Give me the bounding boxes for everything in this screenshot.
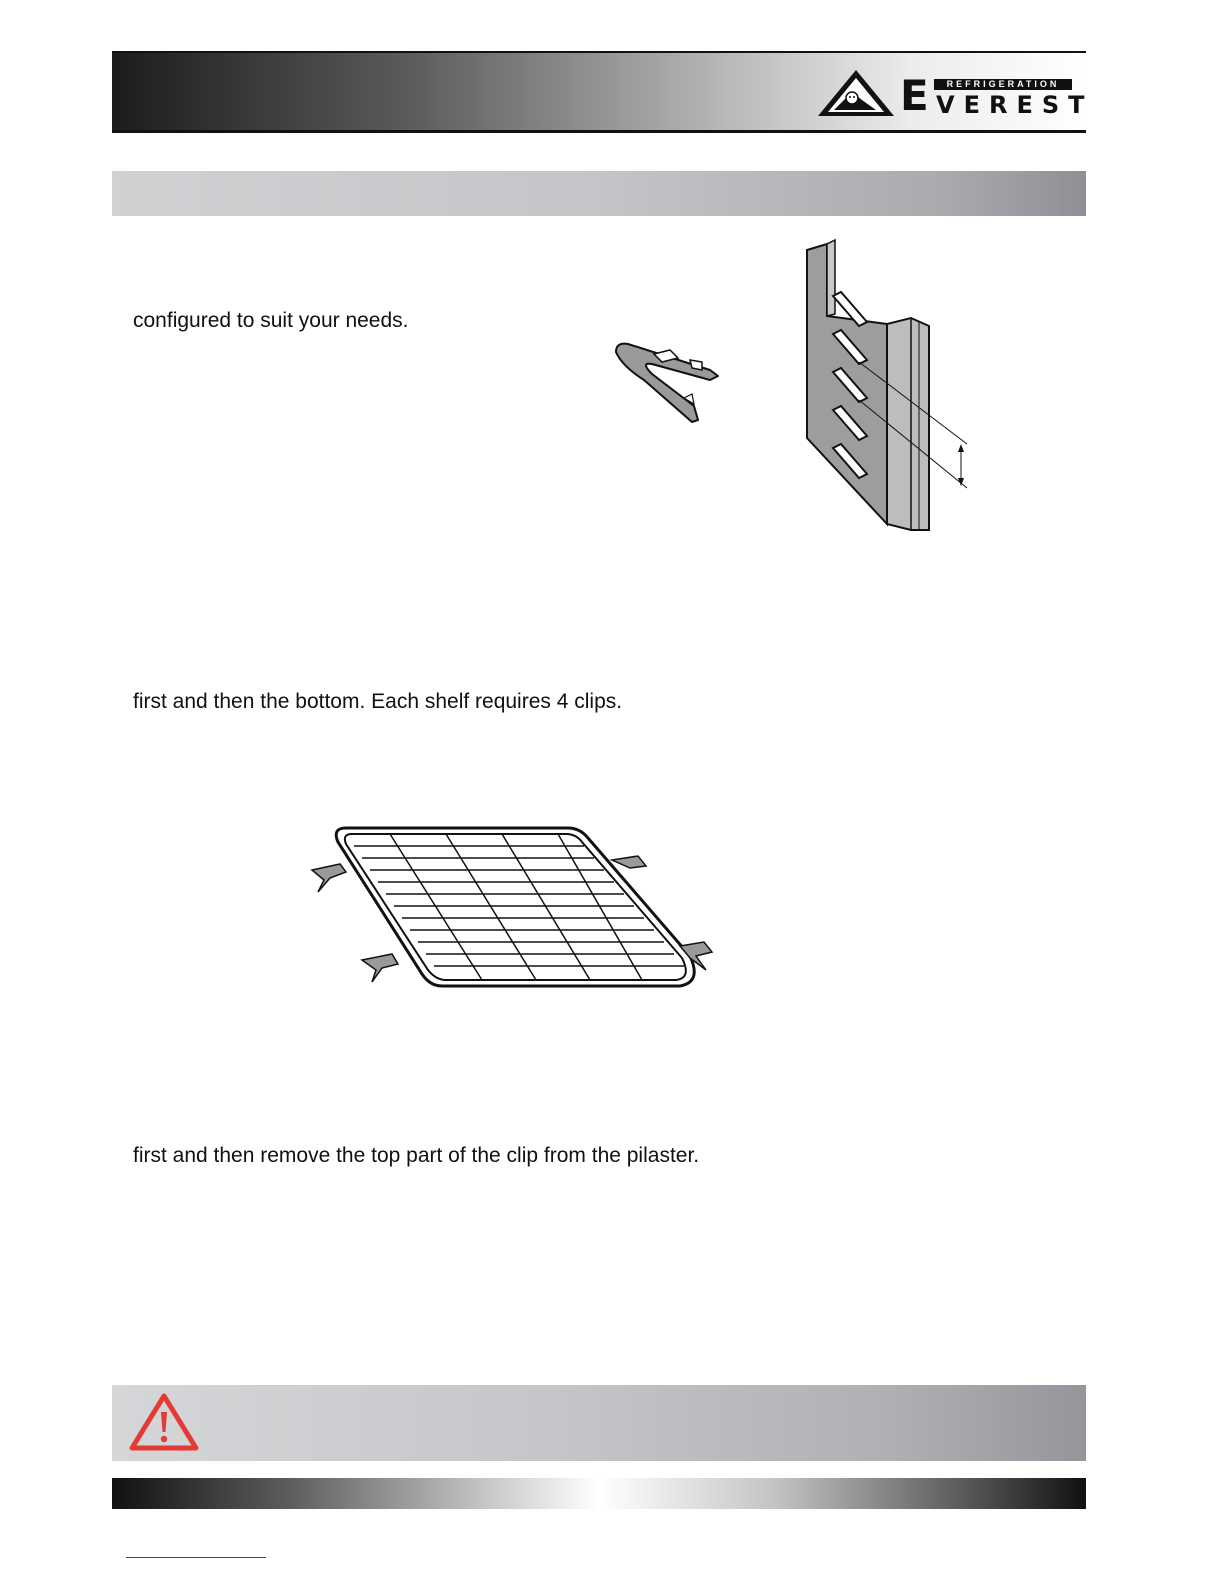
footer-bar bbox=[112, 1478, 1086, 1509]
body-text-line: first and then remove the top part of the clip from the pilaster. bbox=[133, 1144, 700, 1167]
wire-shelf-illustration bbox=[300, 820, 720, 1000]
logo-banner: REFRIGERATION bbox=[934, 79, 1072, 90]
shelf-clip-illustration bbox=[610, 340, 730, 430]
logo-wordmark: VEREST bbox=[936, 91, 1094, 119]
footer-link-underline[interactable] bbox=[126, 1557, 266, 1558]
section-title-bar bbox=[112, 171, 1086, 216]
everest-logo bbox=[816, 66, 1094, 122]
body-text-line: configured to suit your needs. bbox=[133, 309, 409, 332]
logo-initial: E bbox=[900, 71, 929, 120]
warning-triangle-icon bbox=[127, 1390, 201, 1454]
mountain-emblem-icon bbox=[816, 66, 896, 122]
warning-bar bbox=[112, 1385, 1086, 1461]
pilaster-illustration bbox=[795, 238, 975, 538]
body-text-line: first and then the bottom. Each shelf requires 4 clips. bbox=[133, 690, 623, 713]
